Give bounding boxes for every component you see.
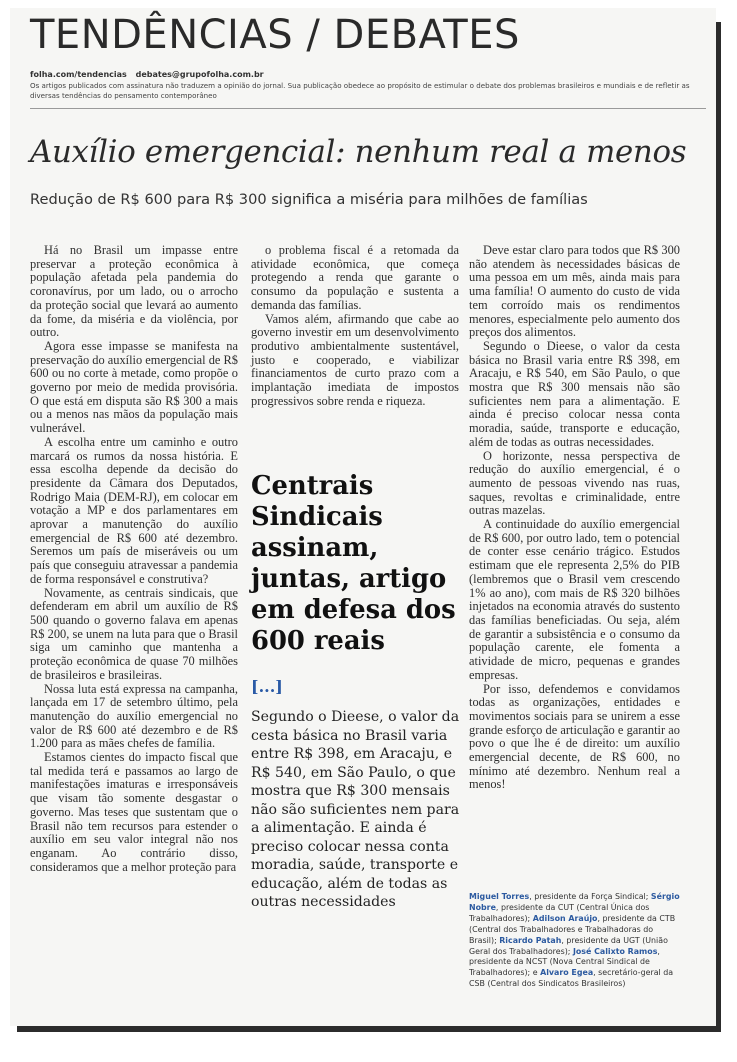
pull-quote-text: Segundo o Dieese, o valor da cesta básica no Brasil varia entre R$ 398, em Aracaju, e R$ 540, em São Paulo, o que mostra que R$ 300 mensais não são suficientes nem para a alimentação. E ainda é preciso colocar nessa conta moradia, saúde, transporte e educação, além de todas as outras necessidades [251, 709, 460, 910]
newspaper-page [10, 8, 716, 1026]
paragraph: Deve estar claro para todos que R$ 300 não atendem às necessidades básicas de uma pessoa em um mês, ainda mais para uma família! O aumento do custo de vida tem corroído mais os rendimentos menores, especialmente pelo aumento dos preços dos alimentos. [469, 243, 680, 340]
paragraph: Por isso, defendemos e convidamos todas as organizações, entidades e movimentos sociais para se unirem a esse grande esforço de articulação e garantir ao povo o que lhe é de direito: um auxílio emergencial decente, de R$ 600, no mínimo até dezembro. Nenhum real a menos! [469, 681, 680, 792]
signer-role: , presidente da CTB (Central dos Trabalhadores e Trabalhadoras do Brasil); [469, 913, 676, 945]
signer-name: José Calixto Ramos [572, 946, 658, 956]
paragraph: Agora esse impasse se manifesta na preservação do auxílio emergencial de R$ 600 ou no corte à metade, como propõe o governo por meio de medida provisória. O que está em disputa são R$ 300 a mais ou a menos nas mãos da população mais vulnerável. [30, 338, 238, 436]
section-title: TENDÊNCIAS / DEBATES [30, 12, 520, 58]
pull-quote-title: Centrais Sindicais assinam, juntas, artigo em defesa dos 600 reais [251, 471, 456, 656]
disclaimer: Os artigos publicados com assinatura não traduzem a opinião do jornal. Sua publicação obedece ao propósito de estimular o debate dos problemas brasileiros e mundiais e de refletir as diversas tendências do pensamento contemporâneo [30, 81, 690, 100]
signatures [469, 892, 681, 990]
signer-role: , presidente da NCST (Nova Central Sindical de Trabalhadores); e [469, 946, 660, 978]
article-headline: Auxílio emergencial: nenhum real a menos [30, 134, 687, 170]
paragraph: Novamente, as centrais sindicais, que defenderam em abril um auxílio de R$ 500 quando o governo falava em apenas R$ 200, se unem na luta para que o Brasil siga um caminho que mantenha a proteção econômica de quase 70 milhões de brasileiros e brasileiras. [30, 585, 238, 682]
paragraph: Vamos além, afirmando que cabe ao governo investir em um desenvolvimento produtivo ambientalmente sustentável, justo e cooperado, e viabilizar financiamentos de curto prazo com a implantação imediata de impostos progressivos sobre renda e riqueza. [251, 311, 459, 408]
signer-role: , presidente da Força Sindical; [529, 892, 651, 901]
signer-role: , presidente da CUT (Central Única dos Trabalhadores); [469, 902, 650, 923]
column-3 [469, 244, 680, 792]
paragraph: O horizonte, nessa perspectiva de redução do auxílio emergencial, é o aumento de pessoas vivendo nas ruas, saques, revoltas e criminalidade, entre outras mazelas. [469, 448, 680, 518]
signer-name: Miguel Torres [469, 892, 530, 901]
article-subheadline: Redução de R$ 600 para R$ 300 significa a miséria para milhões de famílias [30, 191, 588, 208]
signer-role: , secretário-geral da CSB (Central dos Sindicatos Brasileiros) [469, 968, 674, 989]
header-divider [30, 108, 706, 109]
signer-name: Sérgio Nobre [469, 892, 680, 912]
paragraph: A escolha entre um caminho e outro marcará os rumos da nossa história. E essa escolha depende da decisão do presidente da Câmara dos Deputados, Rodrigo Maia (DEM-RJ), em colocar em votação a MP e dos parlamentares em aprovar a manutenção do auxílio emergencial de R$ 600 até dezembro. Seremos um país de miseráveis ou um país que conseguiu atravessar a pandemia de forma responsável e construtiva? [30, 434, 238, 586]
column-1 [30, 244, 238, 874]
site-link[interactable]: folha.com/tendencias [30, 70, 127, 79]
paragraph: Há no Brasil um impasse entre preservar a proteção econômica à população afetada pela pandemia do coronavírus, por um lado, ou o arrocho da proteção social que levará ao aumento da fome, da miséria e da violência, por outro. [30, 243, 238, 340]
signer-name: Alvaro Egea [540, 968, 594, 978]
email-link[interactable]: debates@grupofolha.com.br [135, 70, 264, 79]
signer-name: Ricardo Patah [499, 935, 562, 945]
paragraph: o problema fiscal é a retomada da atividade econômica, que começa protegendo a renda que garante o consumo da população e sustenta a demanda das famílias. [251, 243, 459, 312]
signer-role: , presidente da UGT (União Geral dos Trabalhadores); [469, 935, 668, 956]
signer-name: Adilson Araújo [532, 913, 598, 923]
paragraph: Estamos cientes do impacto fiscal que tal medida terá e passamos ao largo de manifestações imaturas e irresponsáveis que visam tão somente desgastar o governo. Mas teses que sustentam que o Brasil não tem recursos para estender o auxílio em seu valor integral não nos enganam. Ao contrário disso, consideramos que a melhor proteção para [30, 750, 238, 874]
section-links [30, 70, 270, 79]
paragraph: Nossa luta está expressa na campanha, lançada em 17 de setembro último, pela manutenção do auxílio emergencial no valor de R$ 600 até dezembro e de R$ 1.200 para as mães chefes de família. [30, 681, 238, 751]
column-2 [251, 244, 459, 408]
paragraph: A continuidade do auxílio emergencial de R$ 600, por outro lado, tem o potencial de conter esse cenário trágico. Estudos estimam que ele representa 2,5% do PIB (lembremos que o Brasil vem crescendo 1% ao ano), com mais de R$ 320 bilhões injetados na economia através do sustento das famílias beneficiadas. Ou seja, além de garantir a subsistência e o consumo da população carente, ele fomenta a atividade de micro, pequenas e grandes empresas. [469, 517, 680, 682]
pull-quote [251, 471, 461, 912]
pull-quote-ellipsis: [...] [251, 677, 283, 696]
paragraph: Segundo o Dieese, o valor da cesta básica no Brasil varia entre R$ 398, em Aracaju, e R$ 540, em São Paulo, o que mostra que R$ 300 mensais não são suficientes nem para a alimentação. E ainda é preciso colocar nessa conta moradia, saúde, transporte e educação, além de todas as outras necessidades. [469, 338, 680, 449]
